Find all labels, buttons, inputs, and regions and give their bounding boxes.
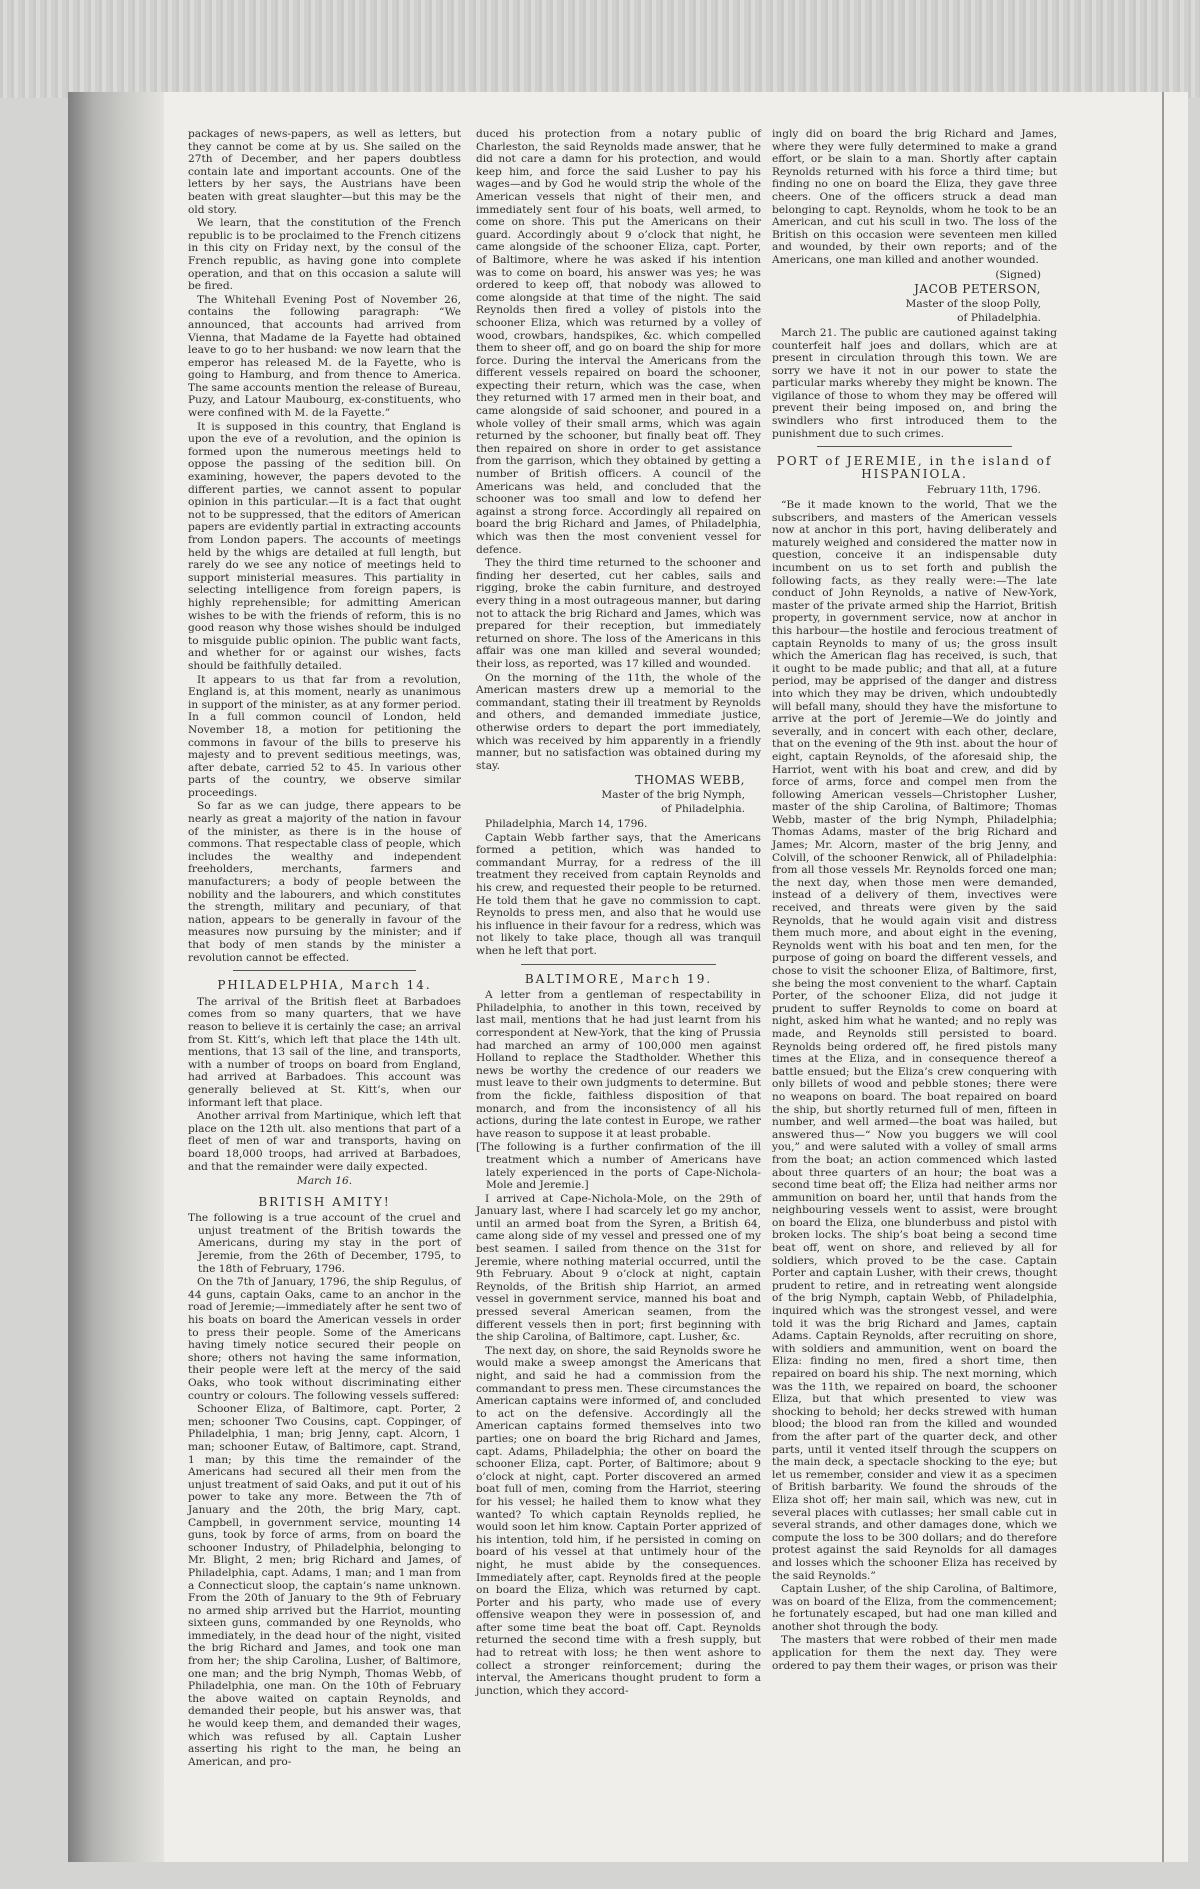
article-paragraph: duced his protection from a notary public of Charleston, the said Reynolds made answer, that he did not care a damn for his protection, and would keep him, and force the said Lusher to pay his wages—and by God he would strip the whole of the American vessels that night of their men, and immediately sent four of his boats, well armed, to come on shore. This put the Americans on their guard. Accordingly about 9 o’clock that night, he came alongside of the schooner Eliza, capt. Porter, of Baltimore, where he was asked if his intention was to come on board, his answer was yes; he was ordered to keep off, that nobody was allowed to come alongside at that time of the night. The said Reynolds then fired a volley of pistols into the schooner Eliza, which was returned by a volley of wood, crowbars, handspikes, &c. which compelled them to sheer off, and go on board the ship for more force. During the interval the Americans from the different vessels repaired on board the schooner, expecting their return, which was the case, when they returned with 17 armed men in their boat, and came alongside of said schooner, and poured in a whole volley of their small arms, which was again returned by the schooner, but finally beat off. They then repaired on shore in order to get assistance from the garrison, which they obtained by getting a number of British officers. A council of the Americans was held, and concluded that the schooner was too small and low to defend her against a strong force. Accordingly all repaired on board the brig Richard and James, of Philadelphia, which was then the most convenient vessel for defence. — [476, 128, 761, 556]
editor-note: [The following is a further confirmation of the ill treatment which a number of Americans have lately experienced in the ports of Cape-Nichola-Mole and Jeremie.] — [476, 1141, 761, 1192]
article-paragraph: On the morning of the 11th, the whole of the American masters drew up a memorial to the commandant, stating their ill treatment by Reynolds and others, and demanded immediate justice, otherwise orders to depart the port immediately, which was received by him apparently in a friendly manner, but no satisfaction was obtained during my stay. — [476, 671, 761, 772]
article-paragraph: I arrived at Cape-Nichola-Mole, on the 29th of January last, where I had scarcely let go my anchor, until an armed boat from the Syren, a British 64, came along side of my vessel and pressed one of my best seamen. I sailed from thence on the 31st for Jeremie, where nothing material occurred, until the 9th February. About 9 o’clock at night, captain Reynolds, of the British ship Harriot, an armed vessel in government service, manned his boat and pressed several American seamen, from the different vessels then in port; first beginning with the ship Carolina, of Baltimore, capt. Lusher, &c. — [476, 1192, 761, 1344]
scan-top-border — [0, 0, 1200, 98]
article-paragraph: Philadelphia, March 14, 1796. — [485, 818, 648, 831]
signature-name: THOMAS WEBB, — [635, 773, 745, 788]
article-paragraph: The arrival of the British fleet at Barbadoes comes from so many quarters, that we have reason to believe it is certainly the case; an arrival from St. Kitt’s, which left that place the 14th ult. mentions, that 13 sail of the line, and transports, with a number of troops on board from England, had arrived at Barbadoes. This account was generally believed at St. Kitt’s, when our informant left that place. — [188, 995, 462, 1109]
article-paragraph: March 21. The public are cautioned against taking counterfeit half joes and dollars, which are at present in circulation through this town. We are sorry we have it not in our power to state the particular marks whereby they might be known. The vigilance of those to whom they may be offered will prevent their being imposed on, and bring the swindlers who first introduced them to the punishment due to such crimes. — [772, 326, 1057, 440]
signature-signed: (Signed) — [995, 268, 1041, 281]
article-paragraph: Schooner Eliza, of Baltimore, capt. Porter, 2 men; schooner Two Cousins, capt. Coppinger, of Philadelphia, 1 man; brig Jenny, capt. Alcorn, 1 man; schooner Eutaw, of Baltimore, capt. Strand, 1 man; by this time the remainder of the Americans had secured all their men from the unjust treatment of said Oaks, and put it out of his power to take any more. Between the 7th of January and the 20th, the brig Mary, capt. Campbell, in government service, mounting 14 guns, took by force of arms, from on board the schooner Industry, of Philadelphia, belonging to Mr. Blight, 2 men; brig Richard and James, of Philadelphia, capt. Adams, 1 man; and 1 man from a Connecticut sloop, the captain’s name unknown. From the 20th of January to the 9th of February no armed ship arrived but the Harriot, mounting sixteen guns, commanded by one Reynolds, who immediately, in the dead hour of the night, visited the brig Richard and James, and took one man from her; the ship Carolina, Lusher, of Baltimore, one man; and the brig Nymph, Thomas Webb, of Philadelphia, one man. On the 10th of February the above waited on captain Reynolds, and demanded their people, but his answer was, that he would keep them, and demanded their wages, which was refused by all. Captain Lusher asserting his right to the man, he being an American, and pro- — [188, 1403, 461, 1768]
article-paragraph: They the third time returned to the schooner and finding her deserted, cut her cables, sails and rigging, broke the cabin furniture, and destroyed every thing in a most outrageous manner, but daring not to attack the brig Richard and James, which was prepared for their reception, but immediately returned on shore. The loss of the Americans in this affair was one man killed and several wounded; their loss, as reported, was 17 killed and wounded. — [476, 557, 761, 670]
article-paragraph: The masters that were robbed of their men made application for them the next day. They were ordered to pay them their wages, or prison was their — [772, 1634, 1058, 1672]
page-edge-rule — [1162, 92, 1164, 1862]
article-paragraph: We learn, that the constitution of the French republic is to be proclaimed to the French citizens in this city on Friday next, by the consul of the French republic, as having gone into complete operation, and that on this occasion a salute will be fired. — [188, 217, 461, 293]
article-paragraph: It appears to us that far from a revolution, England is, at this moment, nearly as unanimous in support of the minister, as at any former period. In a full common council of London, held November 18, a motion for petitioning the commons in favour of the bills to preserve his majesty and to prevent seditious meetings, was, after debate, carried 52 to 45. In various other parts of the country, we observe similar proceedings. — [188, 673, 461, 799]
binding-gutter — [68, 92, 164, 1862]
article-paragraph: “Be it made known to the world, That we the subscribers, and masters of the American vessels now at anchor in this port, having deliberately and maturely weighed and considered the matter now in question, conceive it an indispensable duty incumbent on us to set forth and publish the following facts, as they really were:—The late conduct of John Reynolds, a native of New-York, master of the private armed ship the Harriot, British property, in government service, now at anchor in this harbour—the hostile and ferocious treatment of captain Reynolds to many of us; the gross insult which the American flag has received, is such, that it ought to be made public; and that all, at a future period, may be apprised of the danger and distress into which they may be driven, which undoubtedly will befall many, should they have the misfortune to arrive at the port of Jeremie—We do jointly and severally, and in concert with each other, declare, that on the evening of the 9th inst. about the hour of eight, captain Reynolds, of the aforesaid ship, the Harriot, went with his boat and crew, and did by force of arms, force and compel men from the following American vessels—Christopher Lusher, master of the ship Carolina, of Baltimore; Thomas Webb, master of the brig Nymph, Philadelphia; Thomas Adams, master of the brig Richard and James; Mr. Alcorn, master of the brig Jenny, and Colvill, of the schooner Renwick, all of Philadelphia: from all those vessels Mr. Reynolds forced one man; the next day, when those men were demanded, instead of a delivery of them, invectives were received, and threats were given by the said Reynolds, that he would again visit and distress them much more, and about eight in the evening, Reynolds went with his boat and ten men, for the purpose of going on board the different vessels, and chose to visit the schooner Eliza, of Baltimore, first, she being the most convenient to the wharf. Captain Porter, of the schooner Eliza, did not judge it prudent to suffer Reynolds to come on board at night, asked him what he wanted; and no reply was made, and Reynolds still persisted to board. Reynolds being ordered off, he fired pistols many times at the Eliza, and in consequence thereof a battle ensued; but the Eliza’s crew conquering with only billets of wood and pebble stones; there were no weapons on board. The boat repaired on board the ship, but shortly returned full of men, fifteen in number, and well armed—the boat was hailed, but answered thus—“ Now you buggers we will cool you,” and were saluted with a volley of small arms from the boat; an action commenced which lasted about three quarters of an hour; the boat was a second time beat off; the Eliza had neither arms nor ammunition on board her, until that hands from the neighbouring vessels went to assist, were brought on board the Eliza, one blunderbuss and pistol with broken locks. The ship’s boat being a second time beat off, went on shore, and relieved by all for soldiers, which proved to be the case. Captain Porter and captain Lusher, with their crews, thought prudent to retire, and in retreating went alongside of the brig Nymph, captain Webb, of Philadelphia, inquired which was the strongest vessel, and were told it was the brig Richard and James, captain Adams. Captain Reynolds, after recruiting on shore, with soldiers and ammunition, went on board the Eliza: finding no men, fired a short time, then repaired on board his ship. The next morning, which was the 11th, we repaired on board, the schooner Eliza, but that which presented to view was shocking to behold; her decks strewed with human blood; the blood ran from the killed and wounded from the after part of the quarter deck, and other parts, until it vented itself through the scuppers on the main deck, a spectacle shocking to the eye; but let us remember, consider and view it as a specimen of British barbarity. We found the shrouds of the Eliza shot off; her main sail, which was new, cut in several places with cutlasses; her small cable cut in several strands, and other damages done, which we compute the loss to be 300 dollars; and do therefore protest against the said Reynolds for all damages and losses which the schooner Eliza has received by the said Reynolds.” — [772, 499, 1057, 1582]
section-divider — [817, 446, 1012, 447]
column-1 — [188, 128, 461, 1769]
headline-british-amity: BRITISH AMITY! — [258, 1194, 391, 1209]
article-paragraph: Captain Webb farther says, that the Americans formed a petition, which was handed to commandant Murray, for a redress of the ill treatment they received from captain Reynolds and his crew, and requested their people to be returned. He told them that he gave no commission to capt. Reynolds to press men, and also that he would use his influence in their favour for a redress, which was not likely to take place, though all was tranquil when he left that port. — [476, 831, 761, 957]
signature-title: Master of the sloop Polly, — [905, 297, 1041, 310]
section-divider — [233, 970, 416, 971]
article-paragraph: Captain Lusher, of the ship Carolina, of Baltimore, was on board of the Eliza, from the commencement; he fortunately escaped, but had one man killed and another shot through the body. — [772, 1583, 1057, 1633]
article-paragraph: A letter from a gentleman of respectability in Philadelphia, to another in this town, received by last mail, mentions that he had just learnt from his correspondent at New-York, that the king of Prussia had marched an army of 100,000 men against Holland to replace the Stadtholder. Whether this news be worthy the credence of our readers we must leave to their own judgments to determine. But from the fickle, faithless disposition of that monarch, and from the inconsistency of all his actions, during the late contest in Europe, we rather have reason to suppose it at least probable. — [476, 989, 761, 1140]
article-intro: The following is a true account of the cruel and unjust treatment of the British towards the Americans, during my stay in the port of Jeremie, from the 26th of December, 1795, to the 18th of February, 1796. — [188, 1212, 461, 1275]
dateline-date: March 16. — [296, 1175, 353, 1188]
column-3 — [772, 128, 1057, 1673]
column-2 — [476, 128, 761, 1698]
article-paragraph: ingly did on board the brig Richard and James, where they were fully determined to make a grand effort, or be slain to a man. Shortly after captain Reynolds returned with his force a third time; but finding no one on board the Eliza, they gave three cheers. One of the officers struck a dead man belonging to capt. Reynolds, whom he took to be an American, and cut his scull in two. The loss of the British on this occasion were seventeen men killed and wounded, by their own reports; and of the Americans, one man killed and another wounded. — [772, 128, 1057, 266]
article-paragraph: So far as we can judge, there appears to be nearly as great a majority of the nation in favour of the minister, as there is in the house of commons. That respectable class of people, which includes the wealthy and independent freeholders, merchants, farmers and manufacturers; a body of people between the nobility and the labourers, and which constitutes the strength, military and pecuniary, of that nation, appears to be generally in favour of the measures now pursuing by the minister; and if that body of men stands by the minister a revolution cannot be effected. — [188, 800, 461, 964]
dateline-jeremie: PORT of JEREMIE, in the island of HISPANIOLA. — [776, 454, 1053, 481]
article-paragraph: packages of news-papers, as well as letters, but they cannot be come at by us. She sailed on the 27th of December, and her papers doubtless contain late and important accounts. One of the letters by her says, the Austrians have been beaten with great slaughter—but this may be the old story. — [188, 128, 461, 216]
signature-title: Master of the brig Nymph, — [601, 788, 745, 801]
article-paragraph: On the 7th of January, 1796, the ship Regulus, of 44 guns, captain Oaks, came to an anchor in the road of Jeremie;—immediately after he sent two of his boats on board the American vessels in order to press their people. Some of the Americans having timely notice secured their people on shore; others not having the same information, their people were left at the mercy of the said Oaks, who took without discriminating either country or colours. The following vessels suffered: — [188, 1276, 461, 1402]
signature-title: of Philadelphia. — [957, 312, 1041, 325]
section-divider — [521, 964, 716, 965]
article-paragraph: The next day, on shore, the said Reynolds swore he would make a sweep amongst the Americans that night, and said he had a commission from the commandant to press men. These circumstances the American captains were informed of, and concluded to act on the defensive. Accordingly all the American captains formed themselves into two parties; one on board the brig Richard and James, capt. Adams, Philadelphia; the other on board the schooner Eliza, capt. Porter, of Baltimore; about 9 o’clock at night, capt. Porter discovered an armed boat full of men, coming from the Harriot, steering for his vessel; he hailed them to know what they wanted? To which captain Reynolds replied, he would soon let him know. Captain Porter apprized of his intention, told him, if he persisted in coming on board of his vessel at that untimely hour of the night, he must abide by the consequences. Immediately after, capt. Reynolds fired at the people on board the Eliza, which was returned by capt. Porter and his party, who made use of every offensive weapon they were in possession of, and after some time beat the boat off. Capt. Reynolds returned the second time with a fresh supply, but had to retreat with loss; he then went ashore to collect a stronger reinforcement; during the interval, the Americans thought prudent to form a junction, which they accord- — [476, 1344, 761, 1697]
dateline-baltimore: BALTIMORE, March 19. — [524, 971, 713, 986]
article-paragraph: Another arrival from Martinique, which left that place on the 12th ult. also mentions that part of a fleet of men of war and transports, having on board 18,000 troops, had arrived at Barbadoes, and that the remainder were daily expected. — [188, 1110, 461, 1173]
signature-name: JACOB PETERSON, — [914, 282, 1041, 297]
dateline-date: February 11th, 1796. — [926, 484, 1041, 497]
article-paragraph: It is supposed in this country, that England is upon the eve of a revolution, and the opinion is formed upon the numerous meetings held to oppose the passing of the sedition bill. On examining, however, the papers devoted to the different parties, we cannot assent to popular opinion in this particular.—It is a fact that ought not to be suppressed, that the editors of American papers are evidently partial in extracting accounts from London papers. The accounts of meetings held by the whigs are detailed at full length, but rarely do we see any notice of meetings held to support ministerial measures. This partiality in selecting intelligence from foreign papers, is highly reprehensible; for admitting American wishes to be with the friends of reform, this is no good reason why those wishes should be indulged to misguide public opinion. The public want facts, and whether for or against our wishes, facts should be faithfully detailed. — [188, 420, 461, 672]
dateline-philadelphia: PHILADELPHIA, March 14. — [217, 978, 432, 993]
signature-title: of Philadelphia. — [661, 803, 745, 816]
article-paragraph: The Whitehall Evening Post of November 26, contains the following paragraph: “We announced, that accounts had arrived from Vienna, that Madame de la Fayette had obtained leave to go to her husband: we now learn that the emperor has released M. de la Fayette, who is going to Hamburg, and from thence to America. The same accounts mention the release of Bureau, Puzy, and Latour Maubourg, ex-constituents, who were confined with M. de la Fayette.” — [188, 293, 461, 420]
